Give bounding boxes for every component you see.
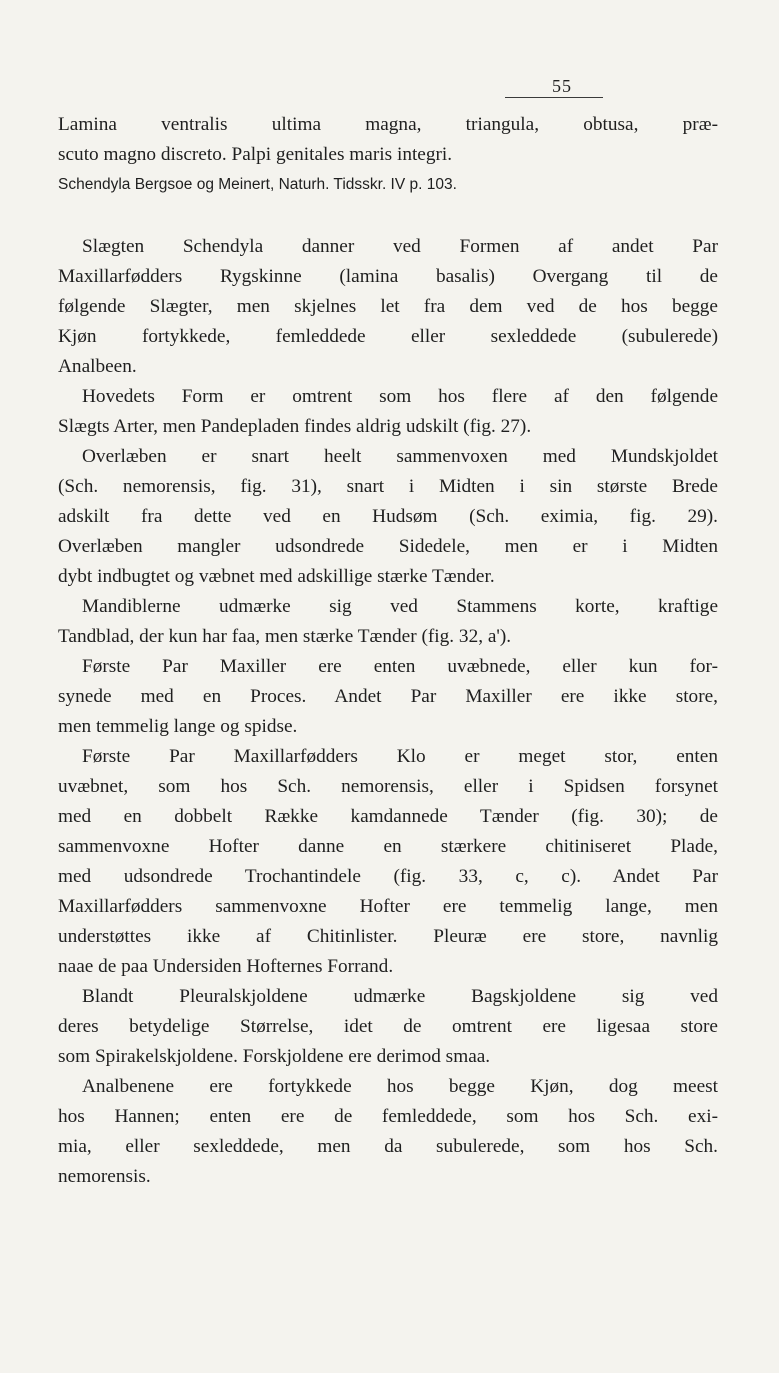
text-line: nemorensis. — [58, 1166, 151, 1187]
text-line: Første Par Maxiller ere enten uvæbnede, eller kun for- — [82, 656, 718, 677]
text-line: dybt indbugtet og væbnet med adskillige stærke Tænder. — [58, 566, 495, 587]
paragraph-diagnosis — [58, 110, 718, 170]
text-line: Analbenene ere fortykkede hos begge Kjøn, dog meest — [82, 1076, 718, 1097]
text-line: som Spirakelskjoldene. Forskjoldene ere derimod smaa. — [58, 1046, 491, 1067]
text-line: Kjøn fortykkede, femleddede eller sexleddede (subulerede) — [58, 326, 718, 347]
reference-text: Schendyla Bergsoe og Meinert, Naturh. Tidsskr. IV p. 103. — [58, 176, 457, 193]
text-line: deres betydelige Størrelse, idet de omtrent ere ligesaa store — [58, 1016, 718, 1037]
text-line: Slægts Arter, men Pandepladen findes aldrig udskilt (fig. 27). — [58, 416, 532, 437]
text-line: Lamina ventralis ultima magna, triangula, obtusa, præ- — [58, 114, 718, 135]
text-line: hos Hannen; enten ere de femleddede, som hos Sch. exi- — [58, 1106, 718, 1127]
text-line: med udsondrede Trochantindele (fig. 33, c, c). Andet Par — [58, 866, 718, 887]
text-line: synede med en Proces. Andet Par Maxiller ere ikke store, — [58, 686, 718, 707]
text-line: Maxillarfødders Rygskinne (lamina basalis) Overgang til de — [58, 266, 718, 287]
text-line: naae de paa Undersiden Hofternes Forrand. — [58, 956, 394, 977]
paragraph-maxillae — [58, 652, 718, 742]
text-line: sammenvoxne Hofter danne en stærkere chitiniseret Plade, — [58, 836, 718, 857]
reference-line — [58, 170, 718, 200]
page-number: 55 — [552, 76, 572, 96]
paragraph-pleural-shields — [58, 982, 718, 1072]
text-line: Analbeen. — [58, 356, 137, 377]
text-line: Første Par Maxillarfødders Klo er meget stor, enten — [82, 746, 718, 767]
text-line: scuto magno discreto. Palpi genitales maris integri. — [58, 144, 453, 165]
text-line: understøttes ikke af Chitinlister. Pleuræ ere store, navnlig — [58, 926, 718, 947]
text-line: mia, eller sexleddede, men da subulerede, som hos Sch. — [58, 1136, 718, 1157]
text-line: adskilt fra dette ved en Hudsøm (Sch. eximia, fig. 29). — [58, 506, 718, 527]
text-line: Blandt Pleuralskjoldene udmærke Bagskjoldene sig ved — [82, 986, 718, 1007]
text-line: men temmelig lange og spidse. — [58, 716, 298, 737]
page-number-rule — [505, 97, 603, 98]
text-line: med en dobbelt Række kamdannede Tænder (fig. 30); de — [58, 806, 718, 827]
text-line: Tandblad, der kun har faa, men stærke Tænder (fig. 32, a'). — [58, 626, 512, 647]
paragraph-upper-lip — [58, 442, 718, 592]
text-line: Maxillarfødders sammenvoxne Hofter ere temmelig lange, men — [58, 896, 718, 917]
paragraph-anal-legs — [58, 1072, 718, 1192]
text-line: Hovedets Form er omtrent som hos flere af den følgende — [82, 386, 718, 407]
text-line: uvæbnet, som hos Sch. nemorensis, eller i Spidsen forsynet — [58, 776, 718, 797]
paragraph-maxillipeds — [58, 742, 718, 982]
text-line: Slægten Schendyla danner ved Formen af andet Par — [82, 236, 718, 257]
text-line: Overlæben mangler udsondrede Sidedele, men er i Midten — [58, 536, 718, 557]
text-line: (Sch. nemorensis, fig. 31), snart i Midten i sin største Brede — [58, 476, 718, 497]
text-line: Overlæben er snart heelt sammenvoxen med Mundskjoldet — [82, 446, 718, 467]
paragraph-mandibles — [58, 592, 718, 652]
paragraph-head-form — [58, 382, 718, 442]
text-line: Mandiblerne udmærke sig ved Stammens korte, kraftige — [82, 596, 718, 617]
paragraph-genus-intro — [58, 232, 718, 382]
text-line: følgende Slægter, men skjelnes let fra dem ved de hos begge — [58, 296, 718, 317]
